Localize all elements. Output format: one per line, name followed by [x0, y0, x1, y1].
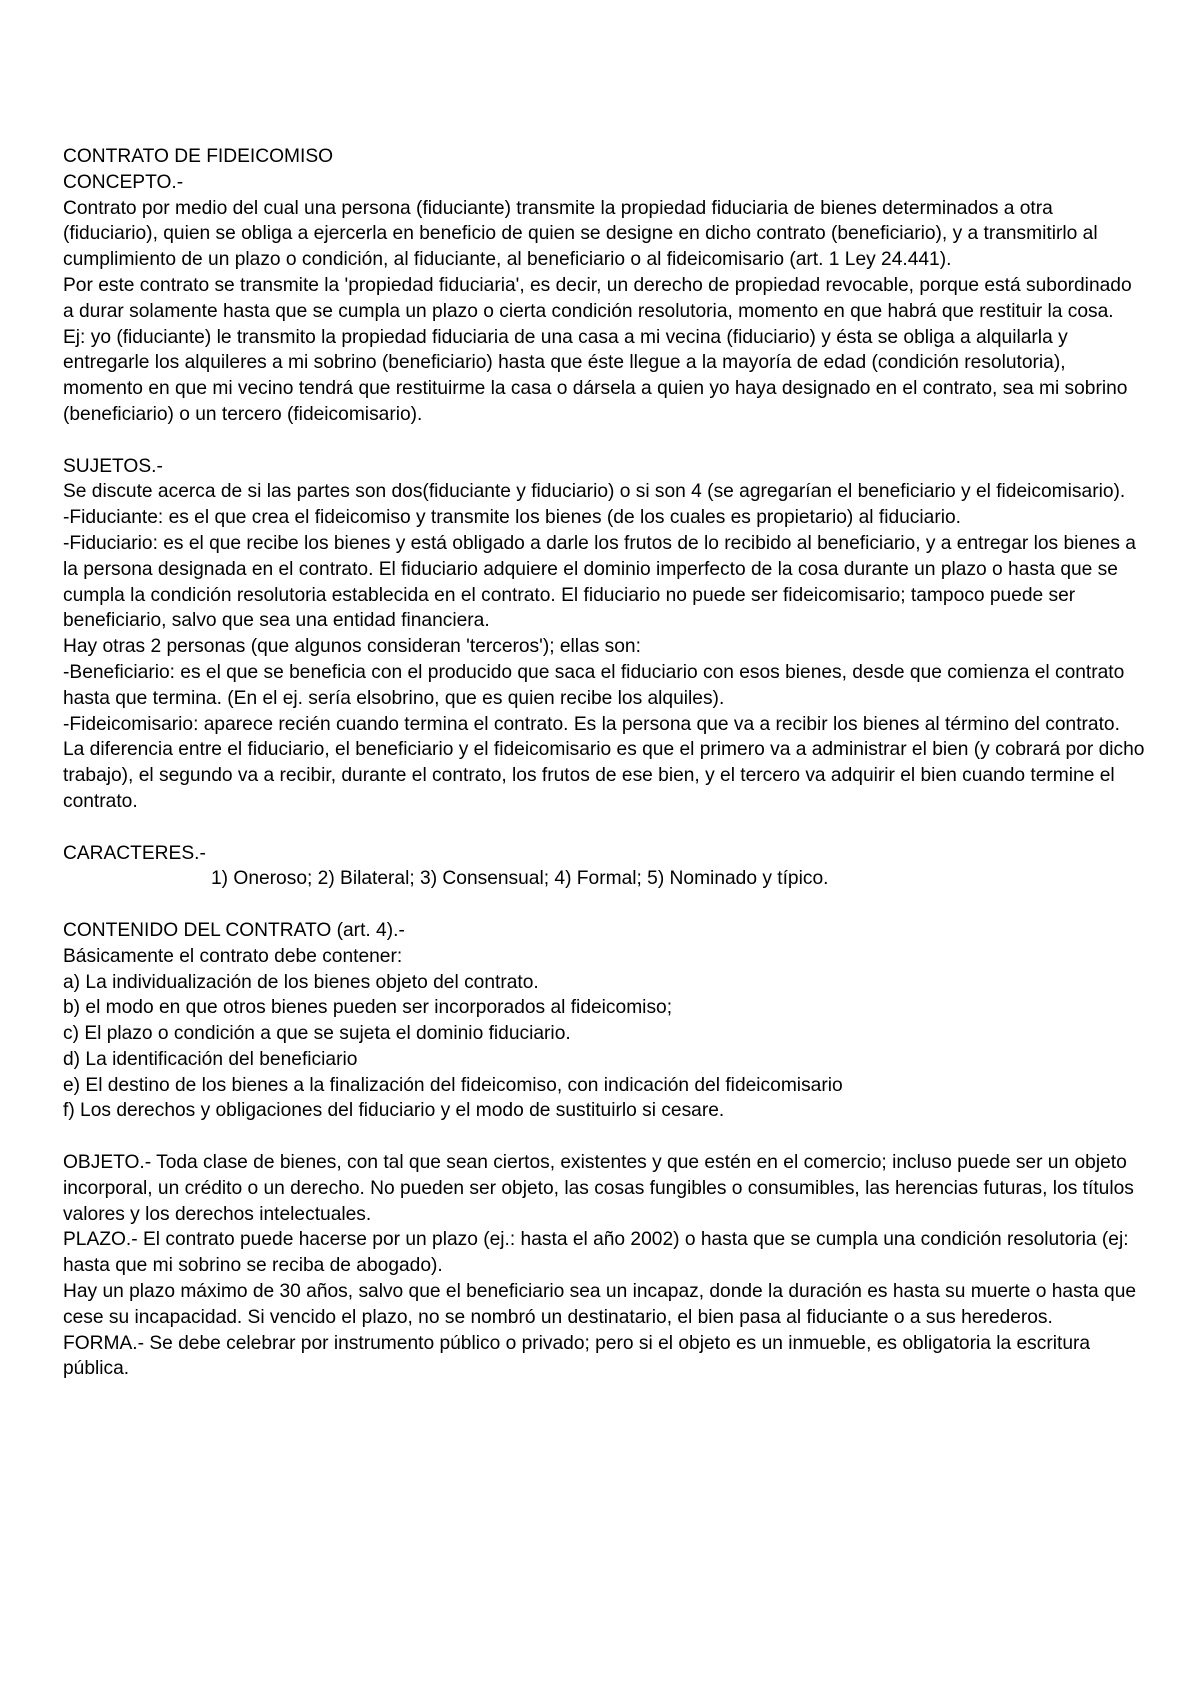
- contenido-item: a) La individualización de los bienes objeto del contrato.: [63, 971, 539, 993]
- concepto-heading: CONCEPTO.-: [63, 171, 184, 193]
- section-gap: [63, 1124, 1145, 1150]
- contenido-item: c) El plazo o condición a que se sujeta el dominio fiduciario.: [63, 1023, 571, 1045]
- sujetos-fideicomisario: -Fideicomisario: aparece recién cuando termina el contrato. Es la persona que va a recibir los bienes al término del contrato. La diferencia entre el fiduciario, el beneficiario y el fideicomisario es que el primero va a administrar el bien (y cobrará por dicho trabajo), el segundo va a recibir, durante el contrato, los frutos de ese bien, y el tercero va adquirir el bien cuando termine el contrato.: [63, 713, 1145, 812]
- contenido-item: f) Los derechos y obligaciones del fiduciario y el modo de sustituirlo si cesare.: [63, 1100, 725, 1122]
- caracteres-heading: CARACTERES.-: [63, 842, 206, 864]
- sujetos-paragraph-1: Se discute acerca de si las partes son dos(fiduciante y fiduciario) o si son 4 (se agregarían el beneficiario y el fideicomisario).: [63, 481, 1126, 503]
- objeto-paragraph: OBJETO.- Toda clase de bienes, con tal que sean ciertos, existentes y que estén en el comercio; incluso puede ser un objeto incorporal, un crédito o un derecho. No pueden ser objeto, las cosas fungibles o consumibles, las herencias futuras, los títulos valores y los derechos intelectuales.: [63, 1152, 1134, 1225]
- concepto-paragraph-3: Ej: yo (fiduciante) le transmito la propiedad fiduciaria de una casa a mi vecina (fiduciario) y ésta se obliga a alquilarla y entregarle los alquileres a mi sobrino (beneficiario) hasta que éste llegue a la mayoría de edad (condición resolutoria), momento en que mi vecino tendrá que restituirme la casa o dársela a quien yo haya designado en el contrato, sea mi sobrino (beneficiario) o un tercero (fideicomisario).: [63, 326, 1128, 425]
- forma-paragraph: FORMA.- Se debe celebrar por instrumento público o privado; pero si el objeto es un inmueble, es obligatoria la escritura pública.: [63, 1332, 1091, 1380]
- sujetos-fiduciante: -Fiduciante: es el que crea el fideicomiso y transmite los bienes (de los cuales es propietario) al fiduciario.: [63, 507, 961, 529]
- section-gap: [63, 892, 1145, 918]
- document-body: [63, 144, 1145, 1382]
- sujetos-heading: SUJETOS.-: [63, 455, 163, 477]
- sujetos-beneficiario: -Beneficiario: es el que se beneficia con el producido que saca el fiduciario con esos bienes, desde que comienza el contrato hasta que termina. (En el ej. sería elsobrino, que es quien recibe los alquiles).: [63, 661, 1125, 709]
- contenido-item: e) El destino de los bienes a la finalización del fideicomiso, con indicación del fideicomisario: [63, 1074, 843, 1096]
- plazo-paragraph-1: PLAZO.- El contrato puede hacerse por un plazo (ej.: hasta el año 2002) o hasta que se cumpla una condición resolutoria (ej: hasta que mi sobrino se reciba de abogado).: [63, 1229, 1129, 1277]
- document-title: CONTRATO DE FIDEICOMISO: [63, 146, 334, 167]
- sujetos-otras-personas: Hay otras 2 personas (que algunos consideran 'terceros'); ellas son:: [63, 636, 641, 658]
- plazo-paragraph-2: Hay un plazo máximo de 30 años, salvo que el beneficiario sea un incapaz, donde la duración es hasta su muerte o hasta que cese su incapacidad. Si vencido el plazo, no se nombró un destinatario, el bien pasa al fiduciante o a sus herederos.: [63, 1281, 1137, 1328]
- section-gap: [63, 428, 1145, 454]
- sujetos-fiduciario: -Fiduciario: es el que recibe los bienes y está obligado a darle los frutos de lo recibido al beneficiario, y a entregar los bienes a la persona designada en el contrato. El fiduciario adquiere el dominio imperfecto de la cosa durante un plazo o hasta que se cumpla la condición resolutoria establecida en el contrato. El fiduciario no puede ser fideicomisario; tampoco puede ser beneficiario, salvo que sea una entidad financiera.: [63, 532, 1136, 632]
- concepto-paragraph-2: Por este contrato se transmite la 'propiedad fiduciaria', es decir, un derecho de propiedad revocable, porque está subordinado a durar solamente hasta que se cumpla un plazo o cierta condición resolutoria, momento en que habrá que restituir la cosa.: [63, 274, 1132, 322]
- contenido-item: b) el modo en que otros bienes pueden ser incorporados al fideicomiso;: [63, 997, 673, 1019]
- concepto-paragraph-1: Contrato por medio del cual una persona (fiduciante) transmite la propiedad fiduciaria de bienes determinados a otra (fiduciario), quien se obliga a ejercerla en beneficio de quien se designe en dicho contrato (beneficiario), y a transmitirlo al cumplimiento de un plazo o condición, al fiduciante, al beneficiario o al fideicomisario (art. 1 Ley 24.441).: [63, 197, 1098, 271]
- caracteres-list: 1) Oneroso; 2) Bilateral; 3) Consensual; 4) Formal; 5) Nominado y típico.: [211, 868, 829, 890]
- contenido-intro: Básicamente el contrato debe contener:: [63, 945, 403, 967]
- contenido-item: d) La identificación del beneficiario: [63, 1048, 358, 1070]
- section-gap: [63, 815, 1145, 841]
- contenido-heading: CONTENIDO DEL CONTRATO (art. 4).-: [63, 919, 405, 941]
